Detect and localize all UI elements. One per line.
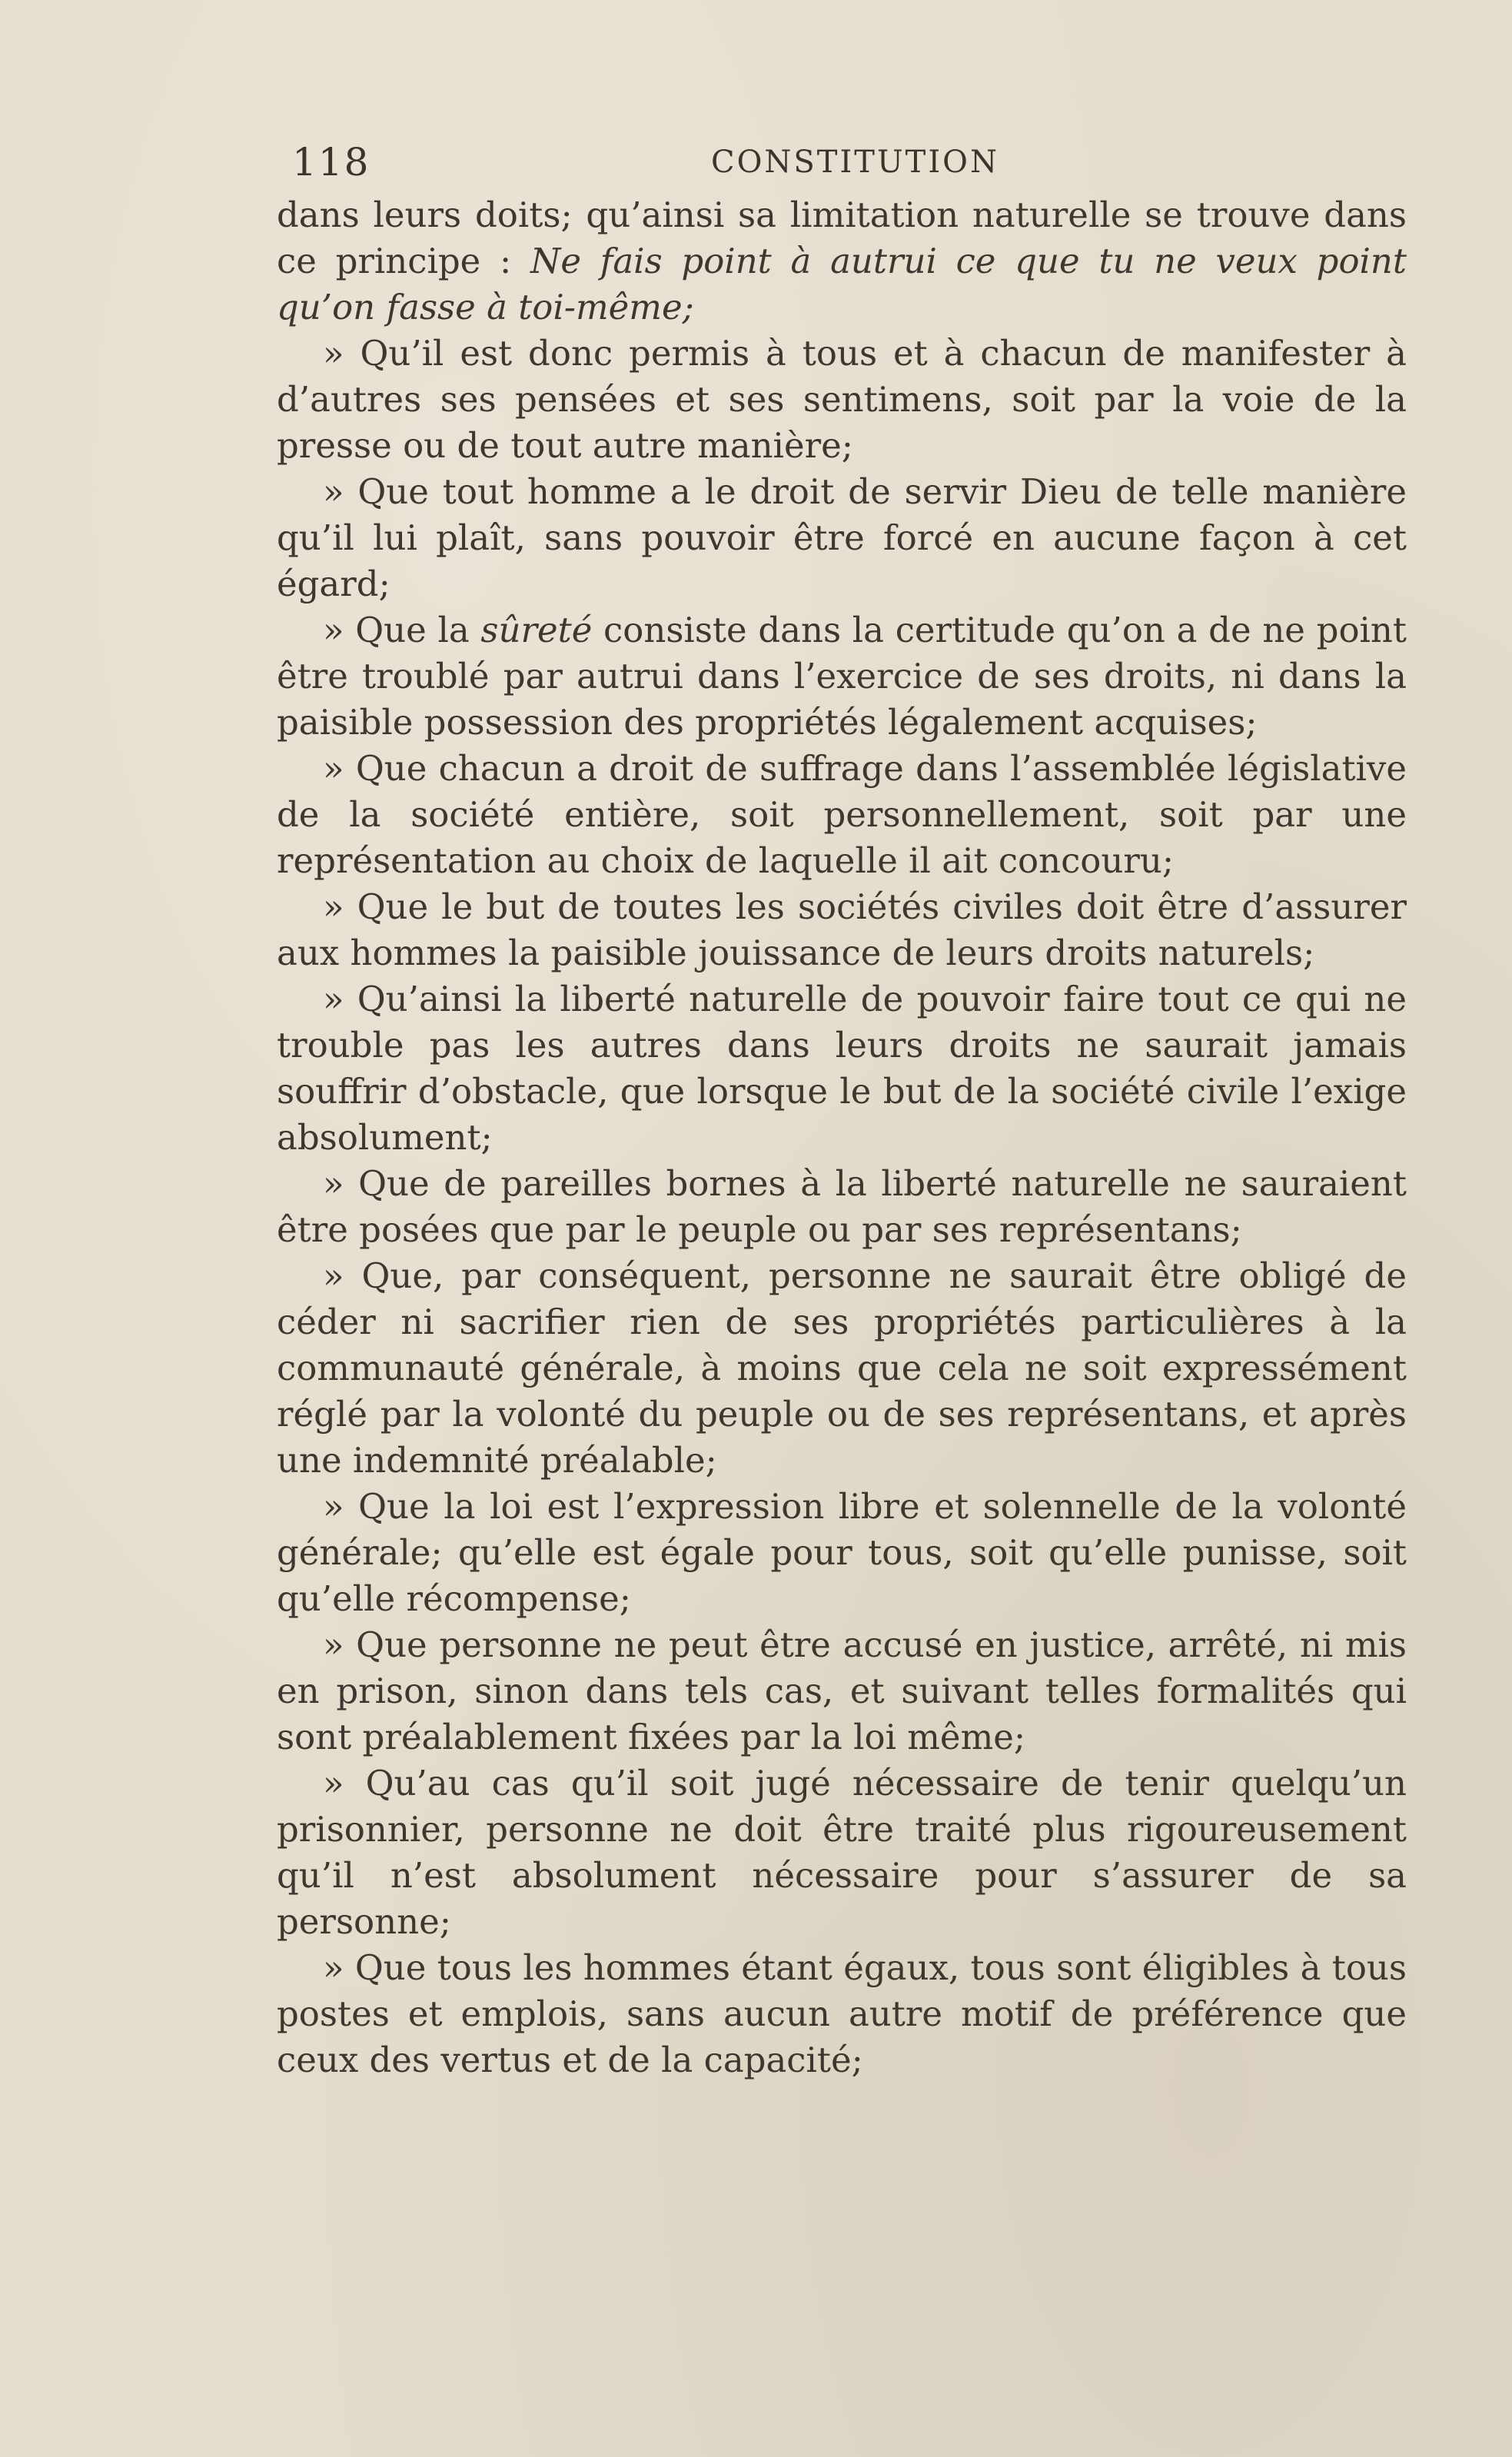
text-segment: consiste dans la certitude qu’on a de ne point être troublé par autrui dans l’exercice de ses droits, ni dans la paisible possession des propriétés légalement acquises; bbox=[277, 610, 1407, 743]
page-number: 118 bbox=[292, 140, 371, 185]
text-segment: » Que tout homme a le droit de servir Dieu de telle manière qu’il lui plaît, sans pouvoir être forcé en aucune façon à cet égard; bbox=[277, 471, 1407, 604]
running-title: CONSTITUTION bbox=[711, 145, 999, 180]
text-segment: » Que, par conséquent, personne ne saurait être obligé de céder ni sacrifier rien de ses propriétés particulières à la communauté générale, à moins que cela ne soit expressément réglé par la volonté du peuple ou de ses représentans, et après une indemnité préalable; bbox=[277, 1255, 1407, 1481]
text-segment: » Qu’ainsi la liberté naturelle de pouvoir faire tout ce qui ne trouble pas les autres dans leurs droits ne saurait jamais souffrir d’obstacle, que lorsque le but de la société civile l’exige absolument; bbox=[277, 979, 1407, 1158]
text-segment-italic: Ne fais point à autrui ce que tu ne veux point qu’on fasse à toi-même; bbox=[277, 241, 1407, 327]
body-text bbox=[277, 192, 1407, 2083]
text-segment: » Que tous les hommes étant égaux, tous sont éligibles à tous postes et emplois, sans aucun autre motif de préférence que ceux des vertus et de la capacité; bbox=[277, 1947, 1407, 2080]
text-segment: » Que chacun a droit de suffrage dans l’assemblée législative de la société entière, soit personnellement, soit par une représentation au choix de laquelle il ait concouru; bbox=[277, 748, 1407, 881]
text-segment: » Qu’il est donc permis à tous et à chacun de manifester à d’autres ses pensées et ses sentimens, soit par la voie de la presse ou de tout autre manière; bbox=[277, 333, 1407, 466]
paragraph bbox=[277, 1484, 1407, 1622]
text-segment: » Qu’au cas qu’il soit jugé nécessaire de tenir quelqu’un prisonnier, personne ne doit être traité plus rigoureusement qu’il n’est absolument nécessaire pour s’assurer de sa personne; bbox=[277, 1763, 1407, 1942]
paragraph bbox=[277, 1622, 1407, 1760]
paragraph bbox=[277, 1253, 1407, 1484]
paragraph bbox=[277, 884, 1407, 976]
paragraph bbox=[277, 331, 1407, 469]
paragraph bbox=[277, 607, 1407, 746]
text-segment: dans leurs doits; qu’ainsi sa limitation naturelle se trouve dans ce principe : bbox=[277, 194, 1407, 281]
paragraph bbox=[277, 469, 1407, 607]
paragraph bbox=[277, 192, 1407, 331]
paragraph bbox=[277, 1161, 1407, 1253]
paragraph bbox=[277, 746, 1407, 884]
paragraph bbox=[277, 1760, 1407, 1945]
paragraph bbox=[277, 976, 1407, 1161]
text-segment-italic: sûreté bbox=[480, 610, 593, 650]
text-segment: » Que de pareilles bornes à la liberté naturelle ne sauraient être posées que par le peuple ou par ses représentans; bbox=[277, 1163, 1407, 1250]
text-segment: » Que le but de toutes les sociétés civiles doit être d’assurer aux hommes la paisible jouissance de leurs droits naturels; bbox=[277, 886, 1407, 973]
paragraph bbox=[277, 1945, 1407, 2083]
text-segment: » Que personne ne peut être accusé en justice, arrêté, ni mis en prison, sinon dans tels cas, et suivant telles formalités qui sont préalablement fixées par la loi même; bbox=[277, 1624, 1407, 1757]
text-segment: » Que la loi est l’expression libre et solennelle de la volonté générale; qu’elle est égale pour tous, soit qu’elle punisse, soit qu’elle récompense; bbox=[277, 1486, 1407, 1619]
text-segment: » Que la bbox=[323, 610, 481, 650]
page-header bbox=[292, 140, 1414, 194]
